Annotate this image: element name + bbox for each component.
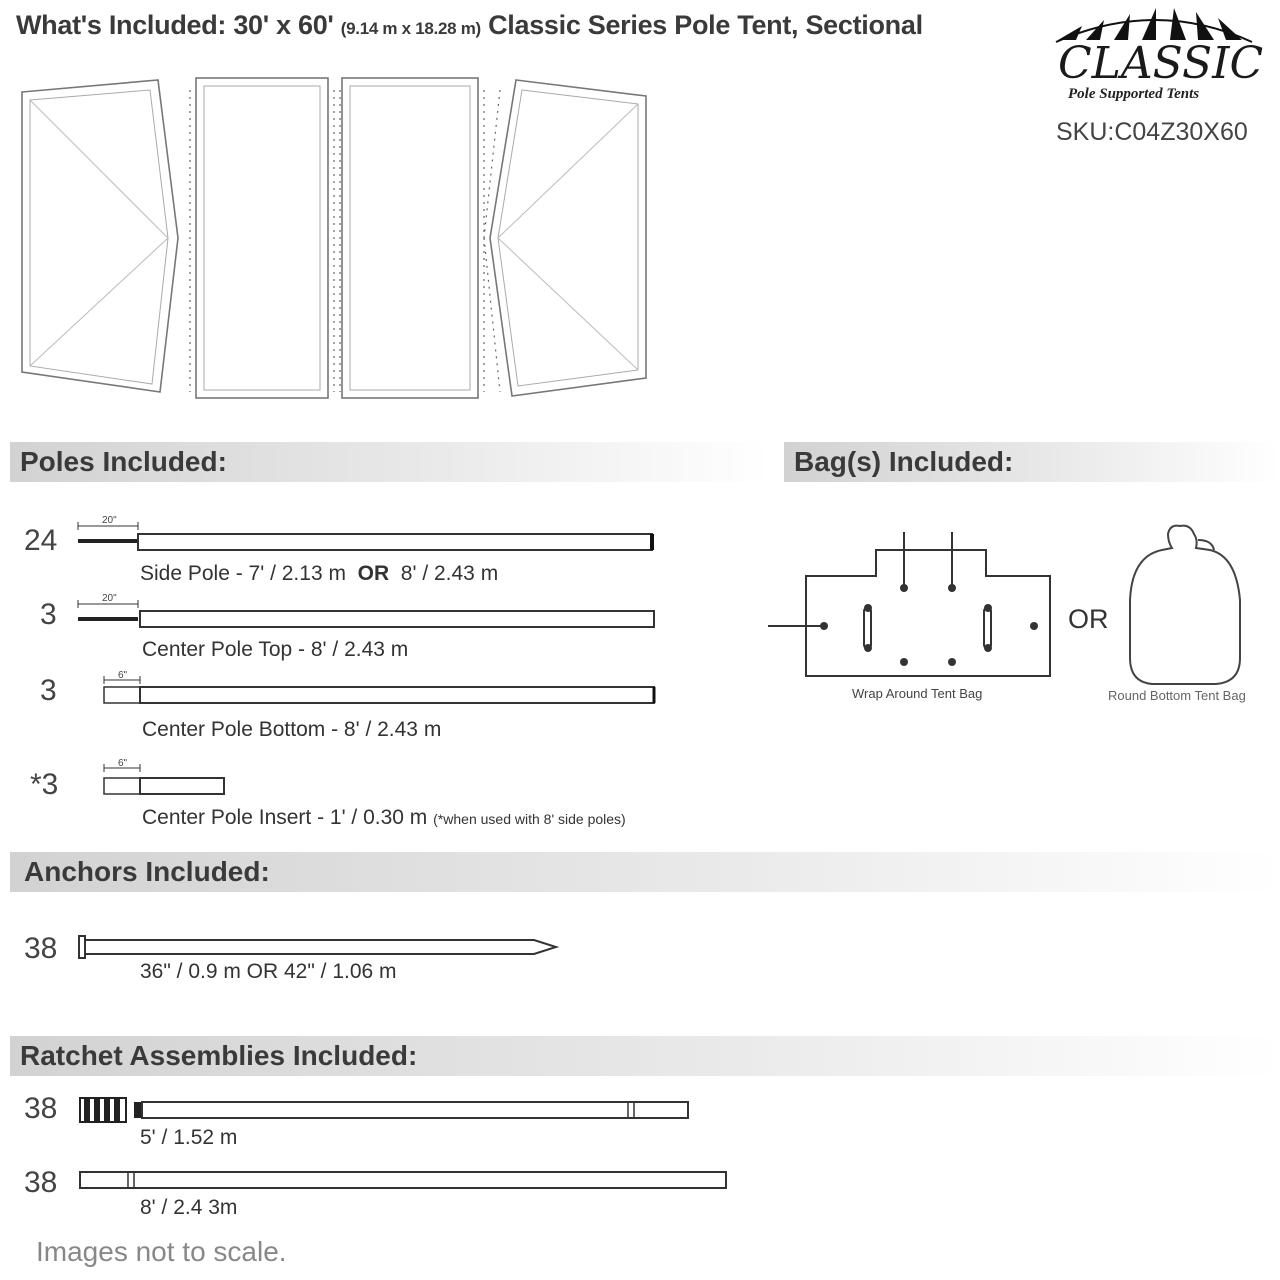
anchor-label: 36" / 0.9 m OR 42" / 1.06 m (140, 960, 397, 983)
pole-label-text: Side Pole - 7' / 2.13 m (140, 562, 346, 585)
strap-icon (76, 1166, 736, 1196)
ratchet-qty: 38 (24, 1166, 58, 1199)
bags-or-label: OR (1068, 604, 1109, 634)
sku-label: SKU:C04Z30X60 (1056, 118, 1248, 146)
center-pole-bottom-icon (100, 670, 670, 710)
strap-label: 8' / 2.4 3m (140, 1196, 238, 1219)
round-bottom-tent-bag-icon (1124, 520, 1254, 690)
pole-label-text: Center Pole Insert - 1' / 0.30 m (142, 806, 428, 829)
ratchet-strap-icon (76, 1090, 696, 1130)
round-bag-caption: Round Bottom Tent Bag (1108, 688, 1246, 703)
anchors-section-title: Anchors Included: (24, 856, 270, 887)
ratchet-label: 5' / 1.52 m (140, 1126, 238, 1149)
ratchets-section-title: Ratchet Assemblies Included: (20, 1040, 418, 1071)
title-metric: (9.14 m x 18.28 m) (340, 19, 481, 38)
pole-label-note: (*when used with 8' side poles) (433, 811, 626, 827)
poles-section-header (10, 442, 770, 482)
title-rest: Classic Series Pole Tent, Sectional (488, 10, 923, 40)
pole-tick-label: 20" (102, 593, 117, 604)
pole-label: Center Pole Top - 8' / 2.43 m (142, 638, 409, 661)
pole-label: Center Pole Bottom - 8' / 2.43 m (142, 718, 442, 741)
poles-section-title: Poles Included: (20, 446, 227, 477)
ratchet-qty: 38 (24, 1092, 58, 1125)
pole-qty: 3 (40, 674, 57, 707)
pole-tick-label: 6" (118, 670, 128, 681)
bags-section-header (784, 442, 1280, 482)
title-main: What's Included: 30' x 60' (16, 10, 334, 40)
side-pole-icon (76, 516, 666, 556)
wrap-around-tent-bag-icon (760, 528, 1060, 688)
logo-brand: CLASSIC (1058, 38, 1264, 89)
pole-label (140, 562, 498, 586)
scale-footnote: Images not to scale. (36, 1236, 287, 1267)
anchor-qty: 38 (24, 932, 58, 965)
pole-label (142, 806, 626, 830)
pole-label-or: OR (357, 562, 390, 585)
pole-qty: *3 (30, 768, 59, 801)
center-pole-top-icon (76, 594, 666, 634)
ratchets-section-header (10, 1036, 1280, 1076)
pole-qty: 24 (24, 524, 58, 557)
pole-qty: 3 (40, 598, 57, 631)
pole-label-alt: 8' / 2.43 m (400, 562, 499, 585)
logo-tagline: Pole Supported Tents (1068, 86, 1200, 102)
pole-tick-label: 20" (102, 515, 117, 526)
anchors-section-header (10, 852, 1280, 892)
bags-section-title: Bag(s) Included: (794, 446, 1014, 477)
pole-tick-label: 6" (118, 758, 128, 769)
wrap-bag-caption: Wrap Around Tent Bag (852, 686, 983, 701)
tent-sections-diagram (0, 0, 700, 420)
